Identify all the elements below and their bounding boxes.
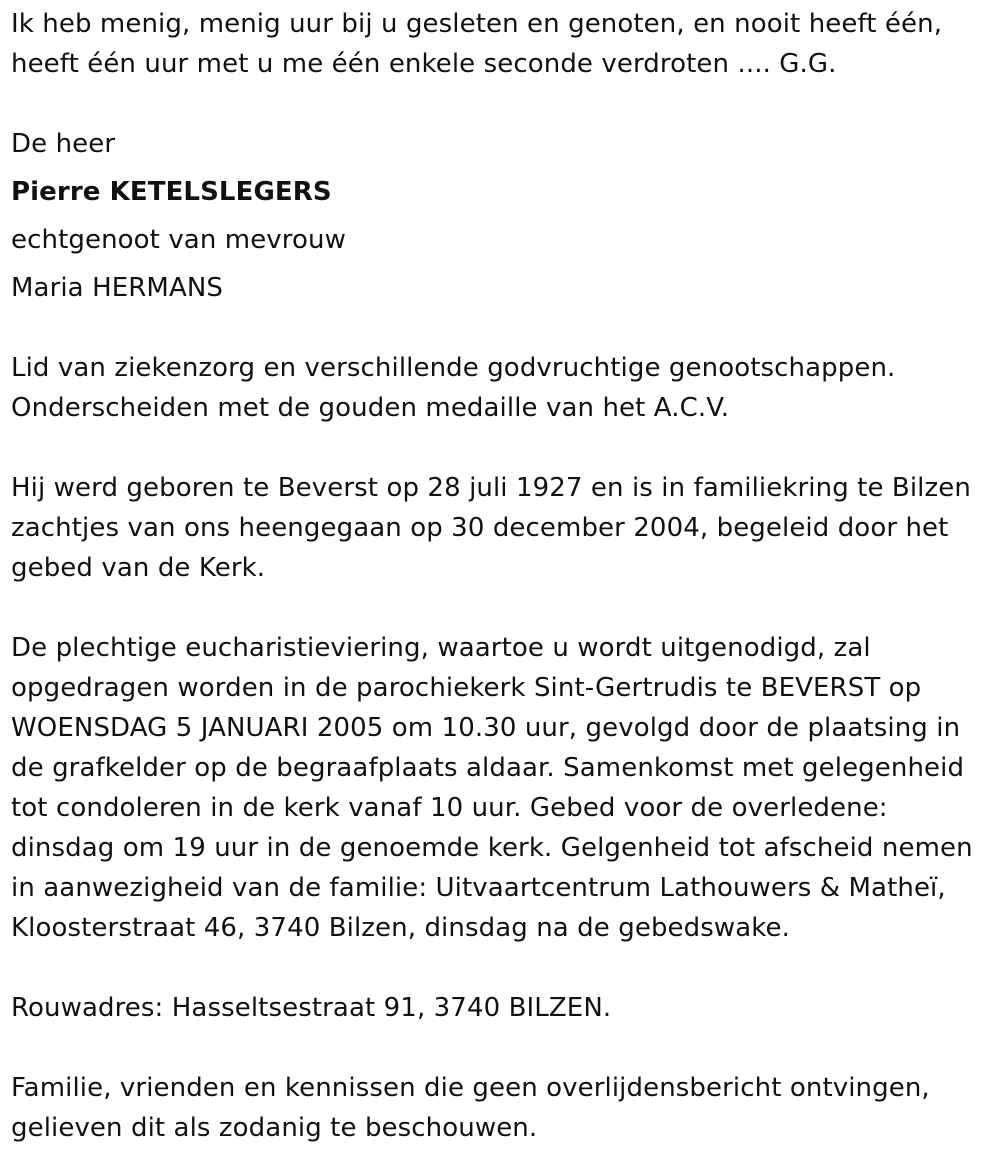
membership-paragraph bbox=[11, 348, 990, 428]
salutation: De heer bbox=[11, 129, 116, 159]
closing-line: Familie, vrienden en kennissen die geen overlijdensbericht ontvingen, bbox=[11, 1073, 930, 1103]
quote-paragraph bbox=[11, 4, 990, 84]
spouse-name: Maria HERMANS bbox=[11, 273, 223, 303]
address-paragraph bbox=[11, 988, 990, 1028]
ceremony-line: opgedragen worden in de parochiekerk Sint-Gertrudis te BEVERST op bbox=[11, 673, 922, 703]
ceremony-line: in aanwezigheid van de familie: Uitvaartcentrum Lathouwers & Matheï, bbox=[11, 873, 946, 903]
life-line: zachtjes van ons heengegaan op 30 december 2004, begeleid door het bbox=[11, 513, 949, 543]
membership-line: Lid van ziekenzorg en verschillende godvruchtige genootschappen. bbox=[11, 353, 896, 383]
closing-paragraph bbox=[11, 1068, 990, 1148]
relation-text: echtgenoot van mevrouw bbox=[11, 225, 346, 255]
life-paragraph bbox=[11, 468, 990, 588]
ceremony-line: de grafkelder op de begraafplaats aldaar. Samenkomst met gelegenheid bbox=[11, 753, 965, 783]
ceremony-line: tot condoleren in de kerk vanaf 10 uur. Gebed voor de overledene: bbox=[11, 793, 888, 823]
ceremony-line: WOENSDAG 5 JANUARI 2005 om 10.30 uur, gevolgd door de plaatsing in bbox=[11, 713, 961, 743]
mourning-address: Rouwadres: Hasseltsestraat 91, 3740 BILZEN. bbox=[11, 993, 612, 1023]
quote-line: heeft één uur met u me één enkele seconde verdroten .... G.G. bbox=[11, 49, 837, 79]
ceremony-line: Kloosterstraat 46, 3740 Bilzen, dinsdag na de gebedswake. bbox=[11, 913, 790, 943]
deceased-block bbox=[11, 124, 990, 308]
life-line: Hij werd geboren te Beverst op 28 juli 1927 en is in familiekring te Bilzen bbox=[11, 473, 971, 503]
ceremony-paragraph bbox=[11, 628, 990, 948]
ceremony-line: dinsdag om 19 uur in de genoemde kerk. Gelgenheid tot afscheid nemen bbox=[11, 833, 973, 863]
membership-line: Onderscheiden met de gouden medaille van het A.C.V. bbox=[11, 393, 730, 423]
ceremony-line: De plechtige eucharistieviering, waartoe u wordt uitgenodigd, zal bbox=[11, 633, 871, 663]
deceased-name: Pierre KETELSLEGERS bbox=[11, 177, 332, 207]
life-line: gebed van de Kerk. bbox=[11, 553, 266, 583]
closing-line: gelieven dit als zodanig te beschouwen. bbox=[11, 1113, 538, 1143]
quote-line: Ik heb menig, menig uur bij u gesleten en genoten, en nooit heeft één, bbox=[11, 9, 943, 39]
